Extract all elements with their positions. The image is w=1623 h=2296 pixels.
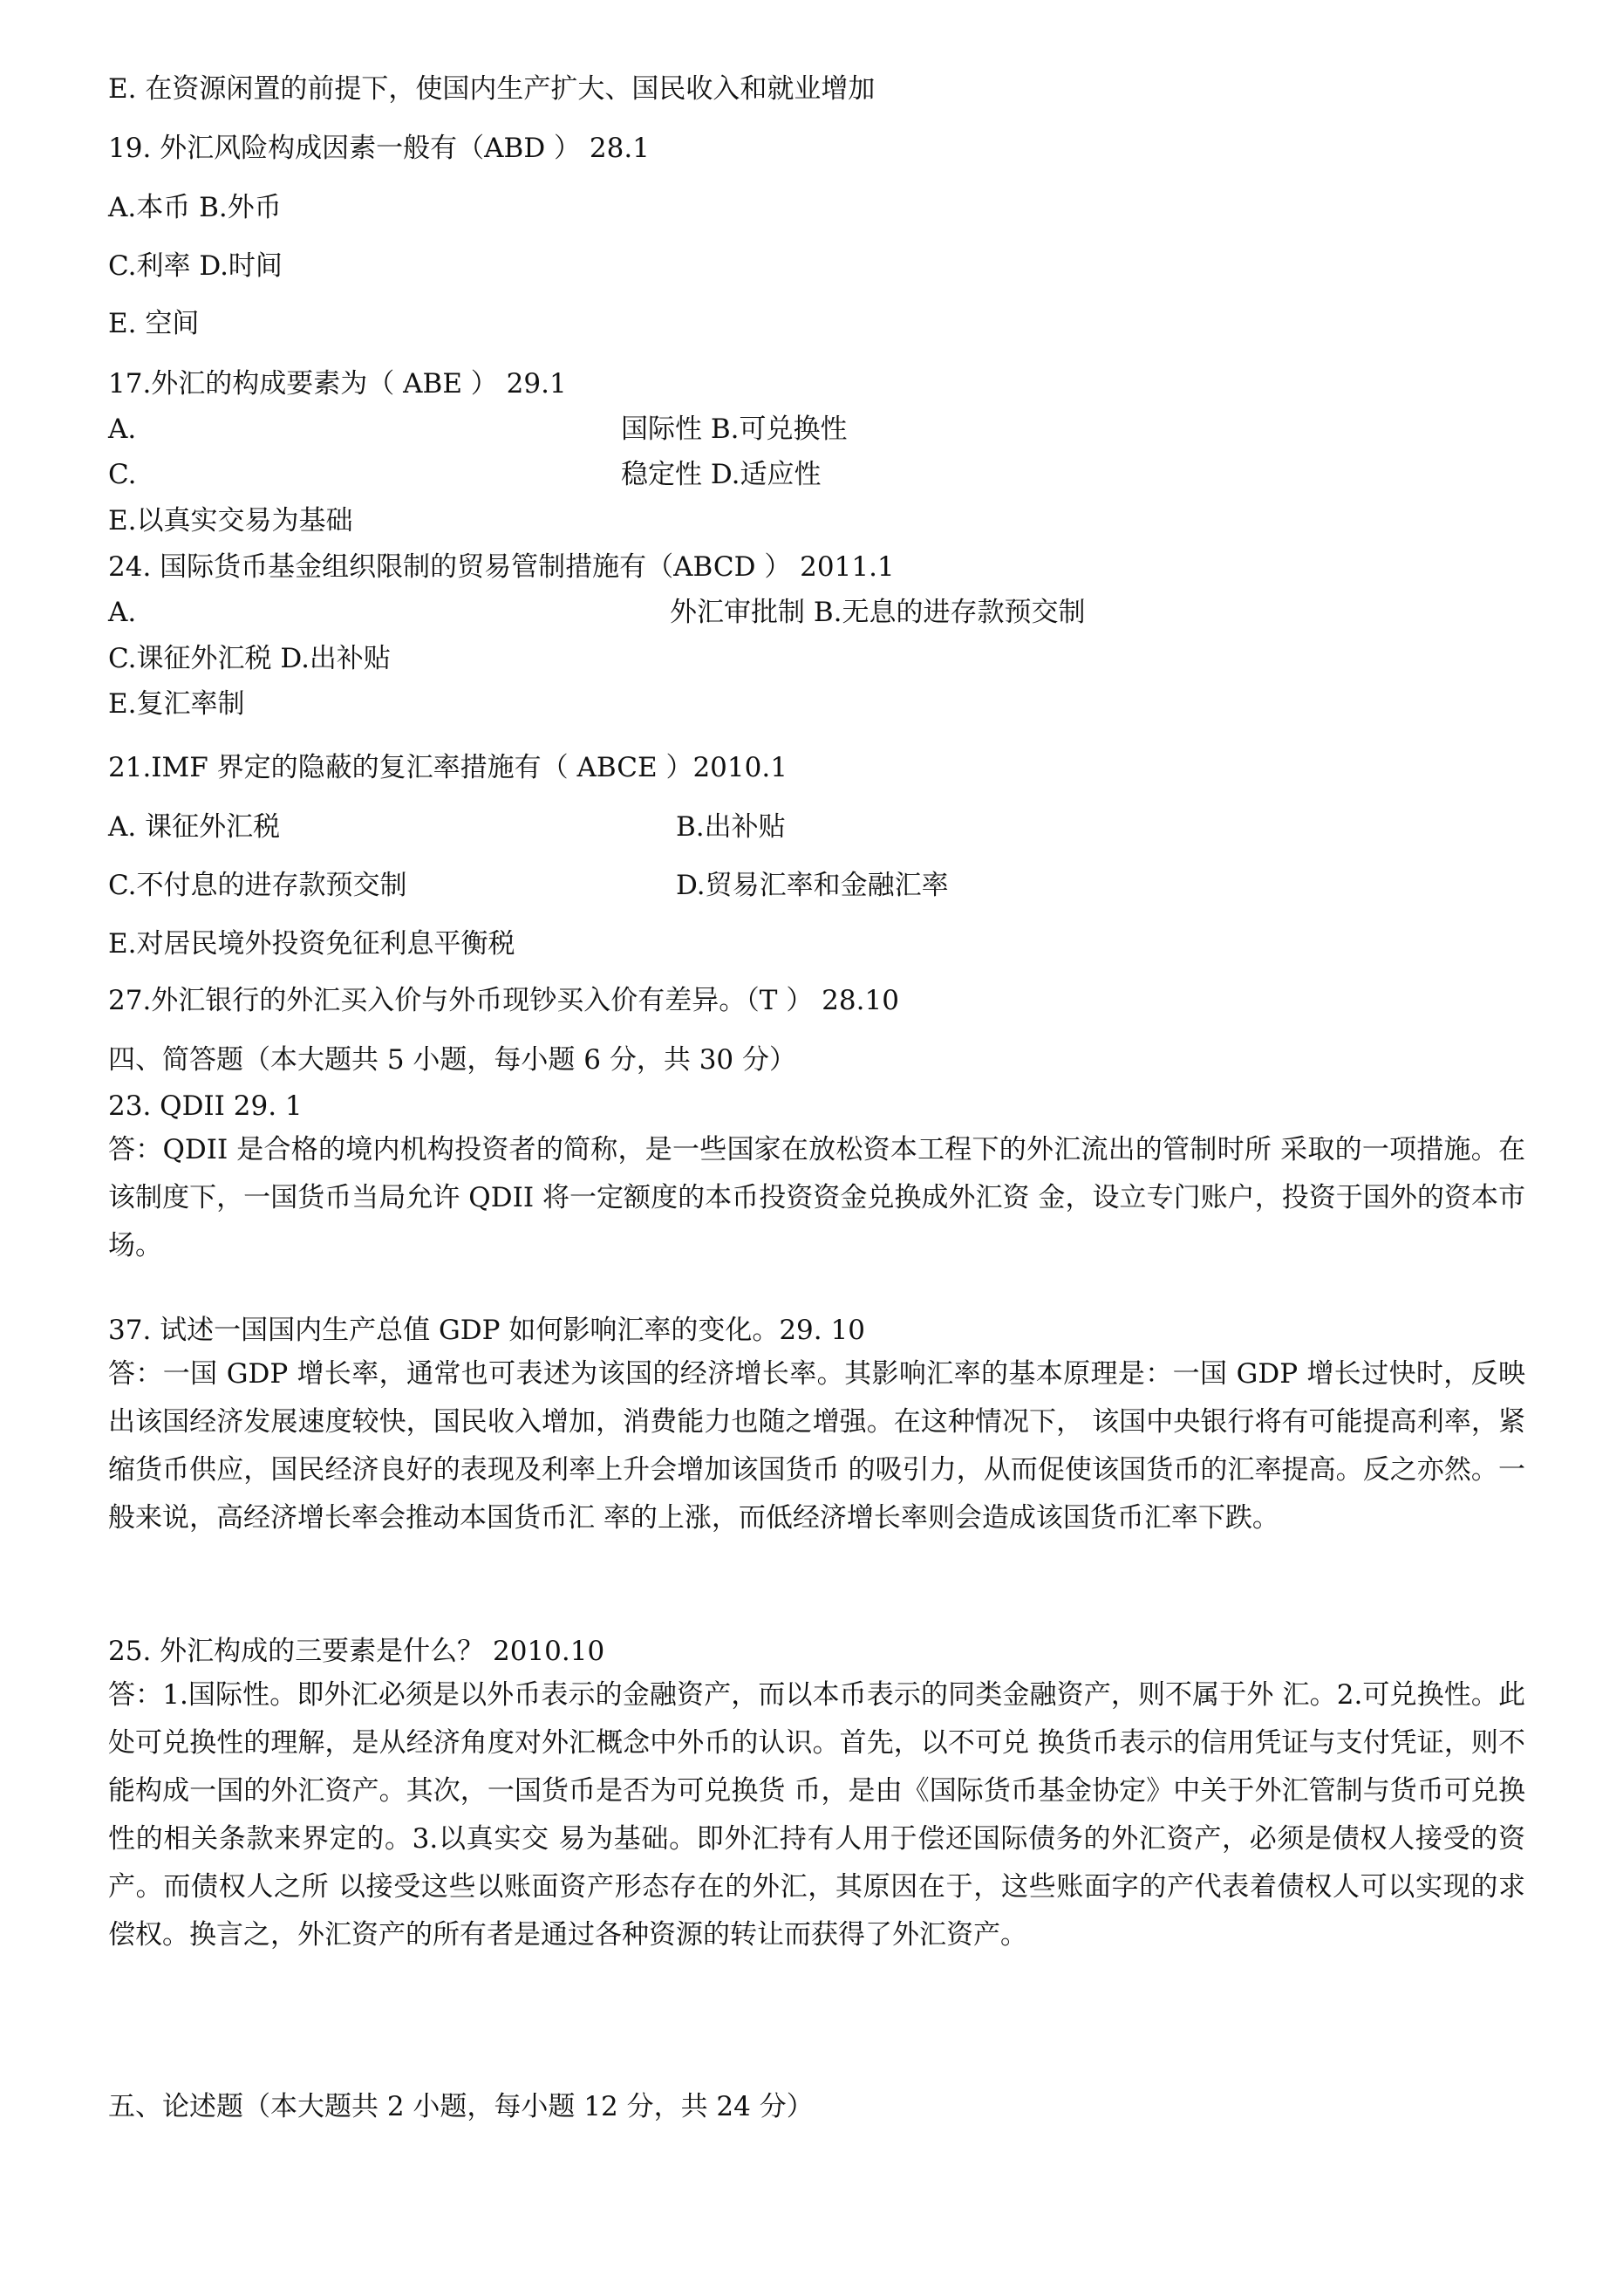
question-21-option-a: A. 课征外汇税 — [108, 811, 281, 843]
question-37-title: 37. 试述一国国内生产总值 GDP 如何影响汇率的变化。29. 10 — [108, 1315, 865, 1346]
question-17-options-ab: 国际性 B.可兑换性 — [621, 413, 848, 445]
question-24-option-e: E.复汇率制 — [108, 688, 245, 720]
question-25-title: 25. 外汇构成的三要素是什么？ 2010.10 — [108, 1636, 605, 1667]
question-37-answer: 答：一国 GDP 增长率，通常也可表述为该国的经济增长率。其影响汇率的基本原理是：一国 GDP 增长过快时，反映出该国经济发展速度较快，国民收入增加，消费能力也随之增强。在这种情况下， 该国中央银行将有可能提高利率，紧缩货币供应，国民经济良好的表现及利率上升会增加该国货币 的吸引力，从而促使该国货币的汇率提高。反之亦然。一般来说，高经济增长率会推动本国货币汇 率的上涨，而低经济增长率则会造成该国货币汇率下跌。 — [108, 1358, 1525, 1534]
question-19-title: 19. 外汇风险构成因素一般有（ABD ） 28.1 — [108, 133, 650, 164]
question-17-option-e: E.以真实交易为基础 — [108, 505, 353, 536]
question-17-option-a-label: A. — [108, 413, 137, 445]
question-23-answer: 答：QDII 是合格的境内机构投资者的简称，是一些国家在放松资本工程下的外汇流出的管制时所 采取的一项措施。在该制度下，一国货币当局允许 QDII 将一定额度的本币投资资金兑换成外汇资 金，设立专门账户，投资于国外的资本市场。 — [108, 1134, 1525, 1261]
option-e-resources-idle: E. 在资源闲置的前提下，使国内生产扩大、国民收入和就业增加 — [108, 73, 876, 105]
question-19-options-cd: C.利率 D.时间 — [108, 250, 283, 282]
question-24-options-cd: C.课征外汇税 D.出补贴 — [108, 643, 391, 674]
question-21-option-d: D.贸易汇率和金融汇率 — [676, 870, 949, 901]
question-27-true-false: 27.外汇银行的外汇买入价与外币现钞买入价有差异。（T ） 28.10 — [108, 985, 899, 1016]
question-21-option-e: E.对居民境外投资免征利息平衡税 — [108, 928, 515, 960]
question-23-title: 23. QDII 29. 1 — [108, 1090, 303, 1122]
question-19-options-ab: A.本币 B.外币 — [108, 192, 282, 223]
question-24-option-a-label: A. — [108, 597, 137, 628]
section-4-heading: 四、简答题（本大题共 5 小题，每小题 6 分，共 30 分） — [108, 1044, 797, 1076]
question-24-title: 24. 国际货币基金组织限制的贸易管制措施有（ABCD ） 2011.1 — [108, 551, 895, 583]
question-24-options-ab: 外汇审批制 B.无息的进存款预交制 — [670, 597, 1086, 628]
question-21-title: 21.IMF 界定的隐蔽的复汇率措施有（ ABCE ）2010.1 — [108, 752, 788, 783]
question-17-option-c-label: C. — [108, 459, 137, 490]
question-21-option-c: C.不付息的进存款预交制 — [108, 870, 407, 901]
question-21-option-b: B.出补贴 — [676, 811, 786, 843]
question-17-title: 17.外汇的构成要素为（ ABE ） 29.1 — [108, 368, 567, 400]
question-19-option-e: E. 空间 — [108, 308, 200, 339]
question-17-options-cd: 稳定性 D.适应性 — [621, 459, 822, 490]
question-25-answer: 答：1.国际性。即外汇必须是以外币表示的金融资产，而以本币表示的同类金融资产，则不属于外 汇。2.可兑换性。此处可兑换性的理解，是从经济角度对外汇概念中外币的认识。首先，以不可兑 换货币表示的信用凭证与支付凭证，则不能构成一国的外汇资产。其次，一国货币是否为可兑换货 币，是由《国际货币基金协定》中关于外汇管制与货币可兑换性的相关条款来界定的。3.以真实交 易为基础。即外汇持有人用于偿还国际债务的外汇资产，必须是债权人接受的资产。而债权人之所 以接受这些以账面资产形态存在的外汇，其原因在于，这些账面字的产代表着债权人可以实现的求 偿权。换言之，外汇资产的所有者是通过各种资源的转让而获得了外汇资产。 — [108, 1679, 1525, 1951]
section-5-heading: 五、论述题（本大题共 2 小题，每小题 12 分，共 24 分） — [108, 2091, 814, 2122]
